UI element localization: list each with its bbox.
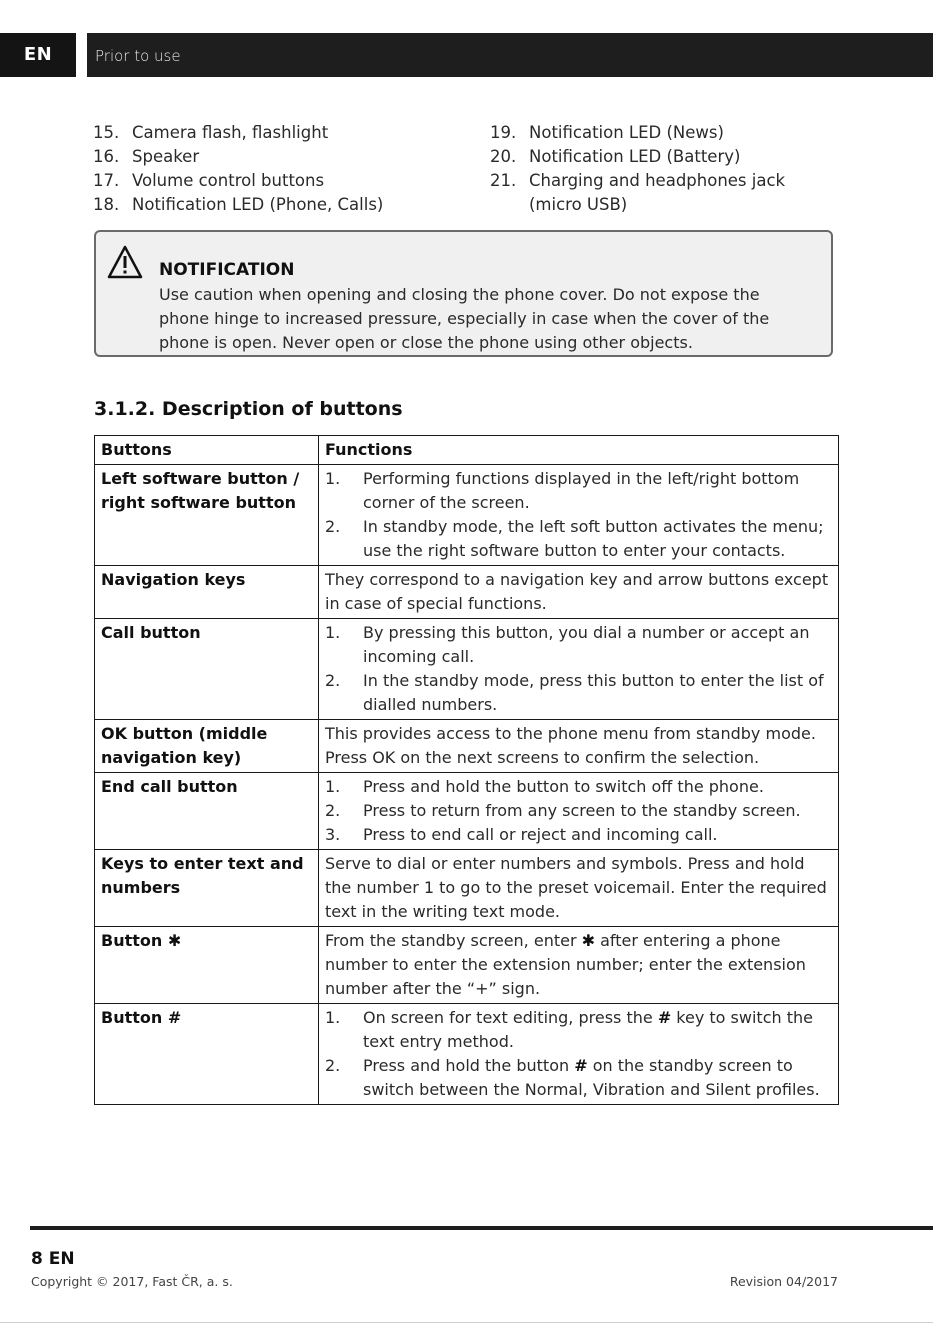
button-name: Button ✱ [95, 927, 319, 1004]
button-function: They correspond to a navigation key and arrow buttons except in case of special functions. [319, 566, 839, 619]
section-heading: 3.1.2. Description of buttons [94, 398, 403, 420]
list-item: 16. Speaker [93, 147, 200, 166]
table-row [95, 773, 839, 850]
footer-rule [30, 1226, 933, 1230]
function-item: 1. By pressing this button, you dial a number or accept an incoming call. [325, 623, 810, 666]
table-row [95, 1004, 839, 1105]
page-bottom-edge [0, 1322, 933, 1323]
hash-symbol: # [574, 1056, 588, 1075]
list-item: 21. Charging and headphones jack (micro USB) [490, 171, 786, 214]
function-item: 2. In standby mode, the left soft button activates the menu; use the right software button to enter your contacts. [325, 517, 824, 560]
function-item: 2. In the standby mode, press this button to enter the list of dialled numbers. [325, 671, 824, 714]
notification-title: NOTIFICATION [159, 260, 295, 280]
function-item: 2. Press and hold the button # on the standby screen to switch between the Normal, Vibration and Silent profiles. [325, 1056, 820, 1099]
page-number: 8 EN [31, 1249, 75, 1269]
button-name: Keys to enter text and numbers [95, 850, 319, 927]
language-tab: EN [0, 33, 76, 77]
button-name: Call button [95, 619, 319, 720]
table-row [95, 619, 839, 720]
warning-triangle-icon [107, 245, 143, 279]
table-row [95, 566, 839, 619]
section-name: Prior to use [95, 47, 181, 65]
button-function: This provides access to the phone menu from standby mode. Press OK on the next screens to confirm the selection. [319, 720, 839, 773]
notification-box [94, 230, 833, 357]
button-function [319, 1004, 839, 1105]
button-function [319, 465, 839, 566]
table-row [95, 927, 839, 1004]
column-header-buttons: Buttons [95, 436, 319, 465]
function-item: 1. Performing functions displayed in the left/right bottom corner of the screen. [325, 469, 800, 512]
list-item: 18. Notification LED (Phone, Calls) [93, 195, 384, 214]
copyright-text: Copyright © 2017, Fast ČR, a. s. [31, 1274, 233, 1289]
button-function: Serve to dial or enter numbers and symbols. Press and hold the number 1 to go to the preset voicemail. Enter the required text in the writing text mode. [319, 850, 839, 927]
table-row [95, 850, 839, 927]
button-function: From the standby screen, enter ✱ after entering a phone number to enter the extension number; enter the extension number after the “+” sign. [319, 927, 839, 1004]
hash-symbol: # [657, 1008, 672, 1027]
revision-text: Revision 04/2017 [729, 1274, 838, 1289]
list-item: 17. Volume control buttons [93, 171, 325, 190]
asterisk-symbol: ✱ [581, 931, 596, 950]
parts-list-left [93, 121, 473, 217]
parts-list-right [490, 121, 820, 217]
header-bar [0, 33, 933, 77]
button-name: Navigation keys [95, 566, 319, 619]
function-item: 1. Press and hold the button to switch off the phone. [325, 777, 764, 796]
function-item: 1. On screen for text editing, press the # key to switch the text entry method. [325, 1008, 813, 1051]
function-item: 2. Press to return from any screen to the standby screen. [325, 801, 801, 820]
table-row [95, 720, 839, 773]
button-function [319, 619, 839, 720]
column-header-functions: Functions [319, 436, 839, 465]
button-name: End call button [95, 773, 319, 850]
buttons-table [94, 435, 839, 1105]
button-name: Left software button / right software button [95, 465, 319, 566]
notification-text: Use caution when opening and closing the phone cover. Do not expose the phone hinge to increased pressure, especially in case when the cover of the phone is open. Never open or close the phone using other objects. [159, 285, 770, 352]
list-item: 19. Notification LED (News) [490, 123, 724, 142]
button-name: OK button (middle navigation key) [95, 720, 319, 773]
button-name: Button # [95, 1004, 319, 1105]
function-item: 3. Press to end call or reject and incoming call. [325, 825, 718, 844]
header-divider [76, 33, 87, 77]
button-function [319, 773, 839, 850]
list-item: 15. Camera flash, flashlight [93, 123, 329, 142]
list-item: 20. Notification LED (Battery) [490, 147, 741, 166]
table-row [95, 465, 839, 566]
table-header-row [95, 436, 839, 465]
